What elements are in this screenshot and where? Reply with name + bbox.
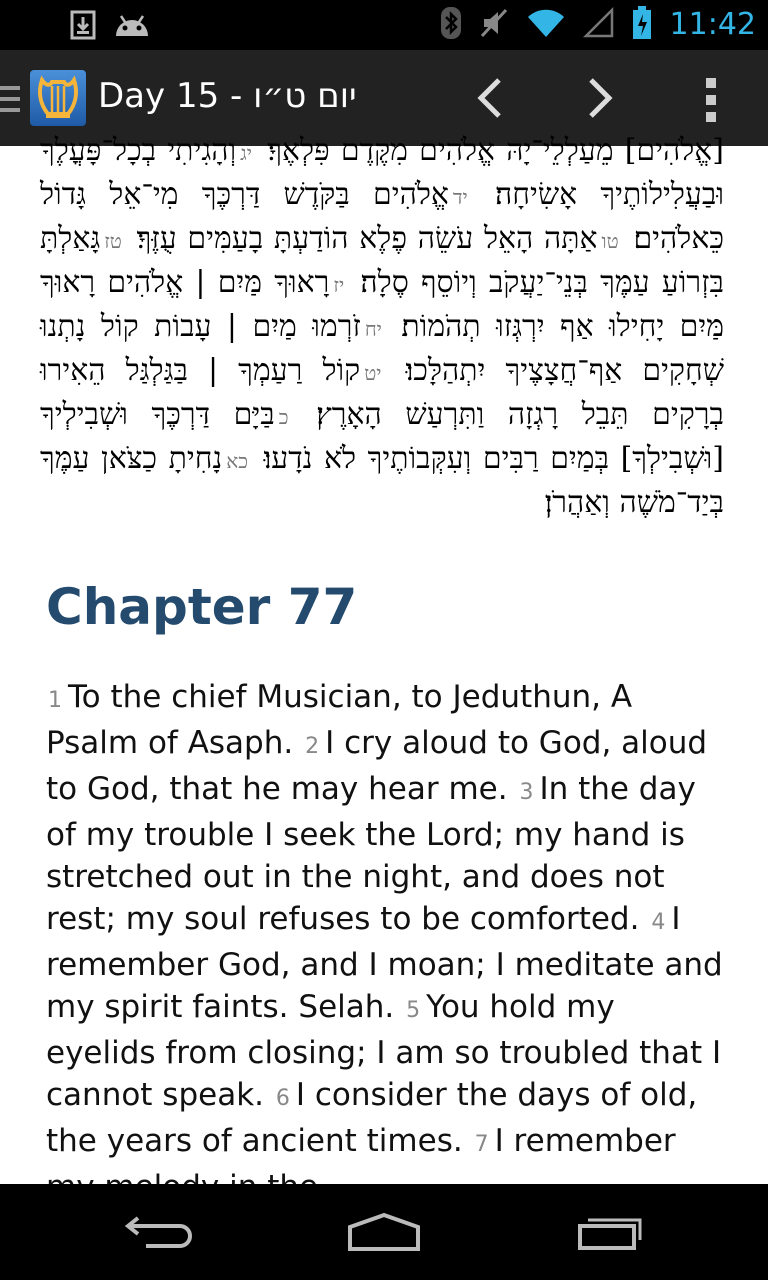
hebrew-verse-text: אַתָּה הָאֵל עֹשֵׂה פֶלֶא הוֹדַעְתָּ בָעַמִּים עֻזֶּךָ׃: [136, 221, 598, 256]
home-button[interactable]: [344, 1204, 424, 1260]
hebrew-verse-text: אֱלֹהִים בַּקֹּדֶשׁ דַּרְכֶּךָ מִי־אֵל גָּדוֹל כֵּאלֹהִים׃: [40, 177, 724, 256]
verse-number: 7: [474, 1132, 489, 1157]
hebrew-verse-text: רָאוּךָ מַּיִם | אֱלֹהִים רָאוּךָ מַּיִם יָחִילוּ אַף יִרְגְּזוּ תְהֹמוֹת׃: [40, 265, 725, 344]
status-bar: [0, 0, 768, 50]
screen-title: Day 15 - יום ט״ו: [98, 76, 357, 116]
verse-text: I consider the days of old, the years of ancient times.: [46, 1077, 698, 1159]
hebrew-text-block: [40, 130, 724, 523]
hebrew-verse-text: בַּיָּם דַּרְכֶּךָ וּשְׁבִילְיךָ [וּשְׁבִילְךָ] בְּמַיִם רַבִּים וְעִקְּבוֹתֶיךָ לֹא נֹדָעוּ׃: [40, 397, 724, 476]
verse-text: You hold my eyelids from closing; I am so troubled that I cannot speak.: [46, 989, 722, 1113]
chevron-right-icon: [585, 76, 615, 120]
hebrew-verse-number: יט: [364, 361, 382, 385]
chevron-left-icon: [475, 76, 505, 120]
system-navigation-bar: [0, 1184, 768, 1280]
mute-icon: [480, 8, 508, 42]
battery-icon: [632, 6, 652, 44]
verse-text: I cry aloud to God, aloud to God, that he may hear me.: [46, 725, 708, 807]
hebrew-verse-number: כא: [226, 449, 249, 473]
recent-apps-button[interactable]: [570, 1204, 650, 1260]
verse-text: To the chief Musician, to Jeduthun, A Psalm of Asaph.: [46, 679, 633, 761]
verse-number: 3: [519, 780, 534, 805]
hebrew-verse-number: יח: [364, 317, 382, 341]
signal-icon: [584, 8, 614, 42]
hebrew-verse-number: טו: [601, 229, 619, 253]
next-day-button[interactable]: [570, 68, 630, 128]
bluetooth-icon: [440, 6, 462, 44]
verse-text: I remember: [494, 1123, 676, 1159]
overflow-menu-icon: [694, 70, 730, 130]
hebrew-verse-text: קוֹל רַעַמְךָ | בַּגַּלְגַּל הֵאִירוּ בְרָקִים תֵּבֵל רָגְזָה וַתִּרְעַשׁ הָאָרֶץ׃: [40, 353, 725, 432]
home-icon: [346, 1211, 422, 1253]
hebrew-verse-text: וְהָגִיתִי בְכָל־פָּעֳלֶךָ וּבַעֲלִילוֹתֶיךָ אָשִׂיחָה׃: [40, 133, 724, 212]
hebrew-text-partial: [אֱלֹהִים] מֵעַלְלֵי־יָהּ אֱלֹהִים מִקֶּדֶם פִּלְאֶךָ׃: [256, 133, 724, 168]
verse-text: I remember God, and I moan; I meditate and my spirit faints. Selah.: [46, 901, 723, 1025]
verse-number: 2: [305, 734, 320, 759]
lyre-app-icon[interactable]: [30, 70, 86, 126]
chapter-heading: Chapter 77: [46, 578, 358, 636]
english-text-block: [46, 676, 726, 1208]
verse-number: 1: [48, 688, 62, 713]
hebrew-verse-number: טז: [104, 229, 122, 253]
hebrew-verse-text: זֹרְמוּ מַיִם | עָבוֹת קוֹל נָתְנוּ שְׁחָקִים אַף־חֲצָצֶיךָ יִתְהַלָּכוּ׃: [40, 309, 724, 388]
overflow-menu-button[interactable]: [694, 70, 730, 130]
verse-number: 4: [651, 910, 666, 935]
verse-number: 6: [275, 1086, 290, 1111]
verse-number: 5: [406, 998, 421, 1023]
previous-day-button[interactable]: [460, 68, 520, 128]
drawer-indicator-icon[interactable]: [0, 86, 20, 112]
hebrew-verse-text: נָחִיתָ כַצֹּאן עַמֶּךָ בְּיַד־מֹשֶׁה וְאַהֲרֹן׃: [40, 441, 724, 520]
hebrew-verse-number: יג: [240, 141, 253, 165]
download-icon: [70, 10, 96, 44]
verse-text: In the day of my trouble I seek the Lord; my hand is stretched out in the night, and does not rest; my soul refuses to be comforted.: [46, 771, 696, 937]
hebrew-verse: [137, 221, 623, 256]
reading-pane[interactable]: [0, 133, 768, 1184]
android-icon: [114, 12, 150, 42]
wifi-icon: [526, 7, 566, 43]
back-icon: [124, 1212, 196, 1252]
hebrew-verse-number: כ: [278, 405, 289, 429]
back-button[interactable]: [120, 1204, 200, 1260]
hebrew-verse-number: יז: [333, 273, 345, 297]
clock-time: 11:42: [669, 7, 756, 42]
recent-apps-icon: [574, 1212, 646, 1252]
hebrew-verse-text: גָּאַלְתָּ בִּזְרוֹעַ עַמֶּךָ בְּנֵי־יַעֲקֹב וְיוֹסֵף סֶלָה׃: [40, 221, 724, 300]
hebrew-verse-number: יד: [452, 185, 468, 209]
